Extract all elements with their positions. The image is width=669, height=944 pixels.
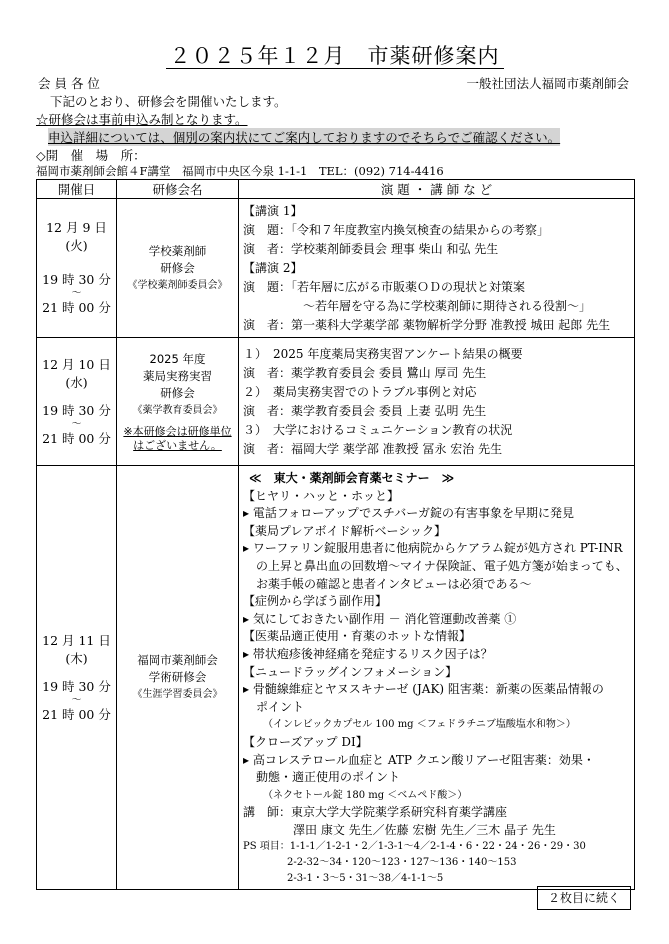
lecturer: 講 師：東京大学大学院薬学系研究科育薬学講座 [243, 805, 508, 820]
credit-note: はございません。 [133, 438, 222, 452]
seminar-name: 2025 年度 [149, 351, 206, 366]
tilde: ～ [71, 418, 82, 430]
table-header-row [37, 180, 635, 199]
section-heading: 【薬局プレアボイド解析ベーシック】 [243, 523, 447, 538]
section-item-cont: 動態・適正使用のポイント [256, 770, 401, 785]
lecturer-names: 澤田 康文 先生／佐藤 宏樹 先生／三木 晶子 先生 [293, 822, 556, 837]
weekday: (木) [65, 650, 88, 666]
seminar-name-cell [117, 338, 239, 466]
notice-details: 申込詳細については、個別の案内状にてご案内しておりますのでそちらでご確認ください。 [48, 130, 561, 145]
date: 12 月 11 日 [42, 632, 111, 648]
section-item: ▸ 骨髄線維症とヤヌスキナーゼ (JAK) 阻害薬：新薬の医薬品情報の [243, 682, 604, 697]
section-item: ▸ 高コレステロール血症と ATP クエン酸リアーゼ阻害薬：効果・ [243, 752, 595, 767]
venue-address: 福岡市薬剤師会館４F講堂 福岡市中央区今泉 1-1-1 TEL：(092) 714-4416 [36, 164, 444, 178]
seminar-name-cell [117, 199, 239, 338]
seminar-name: 研修会 [160, 385, 195, 400]
section-heading: 【クローズアップ DI】 [243, 734, 368, 749]
seminar-name: 薬局実務実習 [143, 368, 212, 383]
lecture-label: 【講演 2】 [243, 260, 303, 275]
committee-name: 《生涯学習委員会》 [132, 689, 223, 701]
seminar-name: 学術研修会 [148, 670, 207, 685]
lecture-speaker: 演 者：薬学教育委員会 委員 鷺山 厚司 先生 [243, 365, 487, 380]
weekday: (水) [65, 374, 88, 390]
weekday: (火) [65, 238, 88, 253]
header-date: 開催日 [37, 180, 117, 199]
lecture-label: 【講演 1】 [243, 203, 303, 218]
section-heading: 【医薬品適正使用・育薬のホットな情報】 [243, 629, 472, 644]
page-title: ２０２５年１２月 市薬研修案内 [0, 40, 669, 70]
seminar-title: ≪ 東大・薬剤師会育薬セミナー ≫ [249, 471, 455, 485]
time-start: 19 時 30 分 [42, 402, 111, 418]
ps-items: PS 項目：1-1-1／1-2-1・2／1-3-1～4／2-1-4・6・22・24・26・29・30 [243, 841, 586, 853]
section-heading: 【症例から学ぼう副作用】 [243, 594, 388, 609]
table-row [37, 466, 635, 890]
header-content: 演 題 ・ 講 師 な ど [239, 180, 635, 199]
date-cell [37, 338, 117, 466]
section-heading: 【ニュードラッグインフォメーション】 [243, 664, 458, 679]
lecture-topic: ３） 大学におけるコミュニケーション教育の状況 [243, 422, 513, 437]
date: 12 月 10 日 [42, 356, 111, 372]
credit-note: ※本研修会は研修単位 [123, 424, 232, 438]
seminar-name: 学校薬剤師 [148, 243, 207, 258]
content-cell [239, 338, 635, 466]
content-cell [239, 199, 635, 338]
time-end: 21 時 00 分 [42, 300, 111, 315]
lecture-speaker: 演 者：薬学教育委員会 委員 上妻 弘明 先生 [243, 403, 487, 418]
schedule-table [36, 179, 635, 890]
table-row [37, 199, 635, 338]
organization: 一般社団法人福岡市薬剤師会 [466, 76, 629, 91]
lecture-speaker: 演 者：第一薬科大学薬学部 薬物解析学分野 准教授 城田 起郎 先生 [243, 317, 611, 332]
ps-items: 2-3-1・3～5・31～38／4-1-1～5 [287, 873, 444, 885]
committee-name: 《薬学教育委員会》 [132, 404, 223, 416]
section-heading: 【ヒヤリ・ハッと・ホッと】 [243, 488, 400, 503]
content-cell [239, 466, 635, 890]
seminar-name: 福岡市薬剤師会 [137, 653, 218, 668]
section-item: ▸ 帯状疱疹後神経痛を発症するリスク因子は？ [243, 646, 493, 661]
time-end: 21 時 00 分 [42, 706, 111, 722]
section-item: ▸ ワーファリン錠服用患者に他病院からケアラム錠が処方され PT-INR [243, 541, 623, 556]
header-seminar-name: 研修会名 [117, 180, 239, 199]
lecture-speaker: 演 者：福岡大学 薬学部 准教授 冨永 宏治 先生 [243, 441, 503, 456]
lecture-subtopic: ～若年層を守る為に学校薬剤師に期待される役割～」 [303, 298, 592, 313]
section-item: ▸ 気にしておきたい副作用 － 消化管運動改善薬 ① [243, 611, 517, 626]
time-end: 21 時 00 分 [42, 430, 111, 446]
addressee: 会 員 各 位 [38, 76, 100, 91]
tilde: ～ [71, 694, 82, 706]
lecture-topic: 演 題：「若年層に広がる市販薬ＯＤの現状と対策案 [243, 279, 526, 294]
section-item-cont: お薬手帳の確認と患者インタビューは必須である～ [256, 576, 532, 591]
section-item-cont: の上昇と鼻出血の回数増～マイナ保険証、電子処方箋が始まっても、 [256, 558, 628, 573]
section-item: ▸ 電話フォローアップでスチバーガ錠の有害事象を早期に発見 [243, 506, 574, 521]
date: 12 月 9 日 [46, 220, 107, 235]
venue-label: ◇開 催 場 所： [36, 148, 146, 163]
lecture-topic: ２） 薬局実務実習でのトラブル事例と対応 [243, 384, 477, 399]
committee-name: 《学校薬剤師委員会》 [127, 279, 228, 291]
intro-text: 下記のとおり、研修会を開催いたします。 [50, 94, 287, 109]
lecture-topic: １） 2025 年度薬局実務実習アンケート結果の概要 [243, 346, 523, 361]
time-start: 19 時 30 分 [42, 272, 111, 287]
ps-items: 2-2-32～34・120～123・127～136・140～153 [287, 857, 517, 869]
date-cell [37, 466, 117, 890]
time-start: 19 時 30 分 [42, 678, 111, 694]
section-item-cont: ポイント [256, 699, 305, 714]
next-page-note: ２枚目に続く [537, 886, 631, 910]
seminar-name: 研修会 [160, 260, 195, 275]
notice-registration: ☆研修会は事前申込み制となります。 [36, 112, 248, 127]
lecture-topic: 演 題：「令和７年度教室内換気検査の結果からの考察」 [243, 222, 550, 237]
drug-name: （ネクセトール錠 180 mg ＜ベムペド酸＞） [263, 789, 468, 801]
tilde: ～ [71, 288, 82, 299]
lecture-speaker: 演 者：学校薬剤師委員会 理事 柴山 和弘 先生 [243, 241, 499, 256]
drug-name: （インレビックカプセル 100 mg ＜フェドラチニブ塩酸塩水和物＞） [263, 719, 576, 731]
table-row [37, 338, 635, 466]
seminar-name-cell [117, 466, 239, 890]
date-cell [37, 199, 117, 338]
